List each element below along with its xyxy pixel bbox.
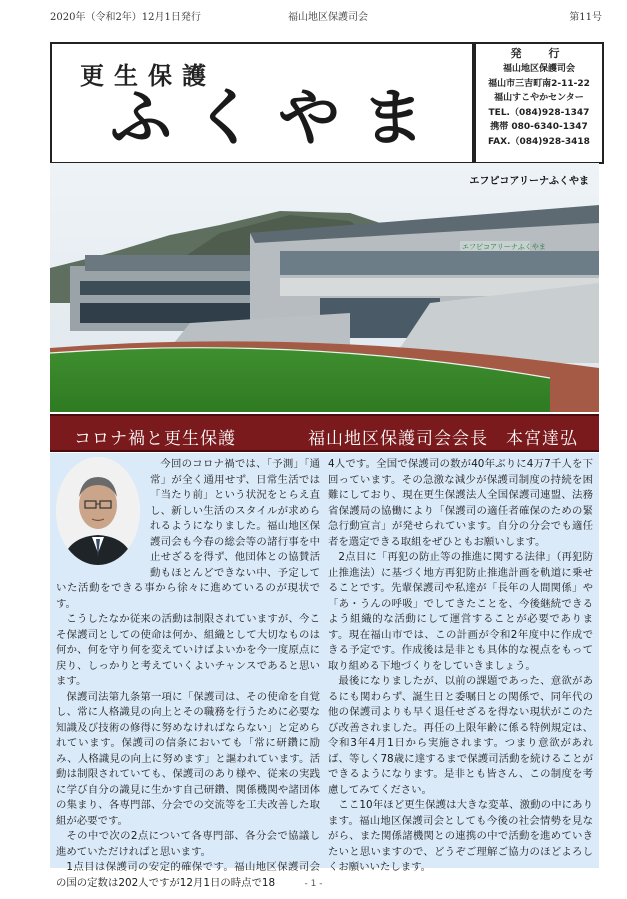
publisher-line: 携帯 080-6340-1347 xyxy=(490,122,588,132)
paragraph: 1点目は保護司の安定的確保です。福山地区保護司会の国の定数は202人ですが12月1日の時点で18 xyxy=(56,861,320,889)
masthead-title: ふくやま xyxy=(110,81,447,154)
paragraph: 4人です。全国で保護司の数が40年ぶりに4万7千人を下回っています。その急激な減少が保護司制度の持続を困難にしており、現在更生保護法人全国保護司連盟、法務省保護局の協働により「保護司の適任者確保のための緊急行動宣言」が発せられています。自分の分会でも適任者を選定できる取組をぜひともお願いします。 xyxy=(328,458,593,548)
publisher-heading: 発 行 xyxy=(510,47,568,60)
article-title: コロナ禍と更生保護 xyxy=(74,429,236,449)
article-column-2 xyxy=(328,457,593,876)
publisher-line: 福山地区保護司会 xyxy=(502,64,575,74)
arena-illustration xyxy=(50,163,599,412)
paragraph: 今回のコロナ禍では、「予測」「通常」が全く通用せず、日常生活では「当たり前」という状況をとらえ直し、新しい生活のスタイルが求められるようになりました。福山地区保護司会も今春の総会等の諸行事を中止せざるを得ず、他団体との協賛活動もほとんどできない中、予定していた活動をできる事から徐々に進めているのが現状です。 xyxy=(56,458,320,610)
header-org: 福山地区保護司会 xyxy=(288,12,368,23)
article-banner xyxy=(50,414,599,452)
masthead-subtitle: 更生保護 xyxy=(80,61,216,90)
publisher-line: 福山市三吉町南2-11-22 xyxy=(488,78,590,89)
issue-date: 2020年（令和2年）12月1日発行 xyxy=(50,12,201,23)
masthead xyxy=(50,42,474,164)
paragraph: 最後になりましたが、以前の課題であった、意欲があるにも関わらず、誕生日と委嘱日との関係で、同年代の他の保護司よりも早く退任せざるを得ない現状がこのたび改善されました。再任の上限年齢に係る特例規定は、令和3年4月1日から実施されます。つまり意欲があれば、等しく78歳に達するまで保護司活動を続けることができるようになります。是非とも皆さん、この制度を考慮してみてください。 xyxy=(328,675,593,796)
page-number: - 1 - xyxy=(304,879,323,889)
building-sign: エフピコアリーナふくやま xyxy=(462,243,546,251)
publisher-box xyxy=(474,42,604,164)
publisher-line: TEL.（084)928-1347 xyxy=(488,107,590,118)
paragraph: 保護司法第九条第一項に「保護司は、その使命を自覚し、常に人格識見の向上とその職務を行うために必要な知識及び技術の修得に努めなければならない」と定められています。保護司の信条においても「常に研鑽に励み、人格識見の向上に努めます」と謳われています。活動は制限されていても、保護司のあり様や、従来の実践に学び自分の識見に生かす自己研鑽、関係機関や諸団体の集まり、各専門部、分会での交流等を工夫改善した取組が必要です。 xyxy=(56,690,320,827)
paragraph: こうしたなか従来の活動は制限されていますが、今こそ保護司としての使命は何か、組織として大切なものは何か、何を守り何を変えていけばよいかを今一度原点に戻り、しっかりと考えていくよいチャンスであると思います。 xyxy=(56,613,320,687)
paragraph: 2点目に「再犯の防止等の推進に関する法律」（再犯防止推進法）に基づく地方再犯防止推進計画を軌道に乗せることです。先輩保護司や私達が「長年の人間関係」や「あ・うんの呼吸」でしてきたことを、今後継続できるよう組織的な活動にして運営することが必要であります。現在福山市では、この計画が令和2年度中に作成できる予定です。作成後は是非とも具体的な視点をもって取り組める下地づくりをしていきましょう。 xyxy=(328,551,593,672)
portrait-illustration xyxy=(56,457,140,565)
arena-photo xyxy=(50,163,599,412)
issue-number: 第11号 xyxy=(569,12,602,23)
paragraph: ここ10年ほど更生保護は大きな変革、激動の中にあります。福山地区保護司会としても今後の社会情勢を見ながら、また関係諸機関との連携の中で活動を進めていきたいと思いますので、どうぞご理解ご協力のほどよろしくお願いいたします。 xyxy=(328,799,593,873)
paragraph: その中で次の2点について各専門部、各分会で協議し進めていただければと思います。 xyxy=(56,830,320,858)
article-body xyxy=(50,453,599,889)
publisher-line: 福山すこやかセンター xyxy=(494,93,584,103)
photo-caption: エフピコアリーナふくやま xyxy=(469,176,589,187)
top-info-bar xyxy=(50,6,602,22)
author-portrait xyxy=(56,457,140,565)
article-author: 福山地区保護司会会長 本宮達弘 xyxy=(308,429,578,449)
publisher-line: FAX.（084)928-3418 xyxy=(488,136,590,147)
